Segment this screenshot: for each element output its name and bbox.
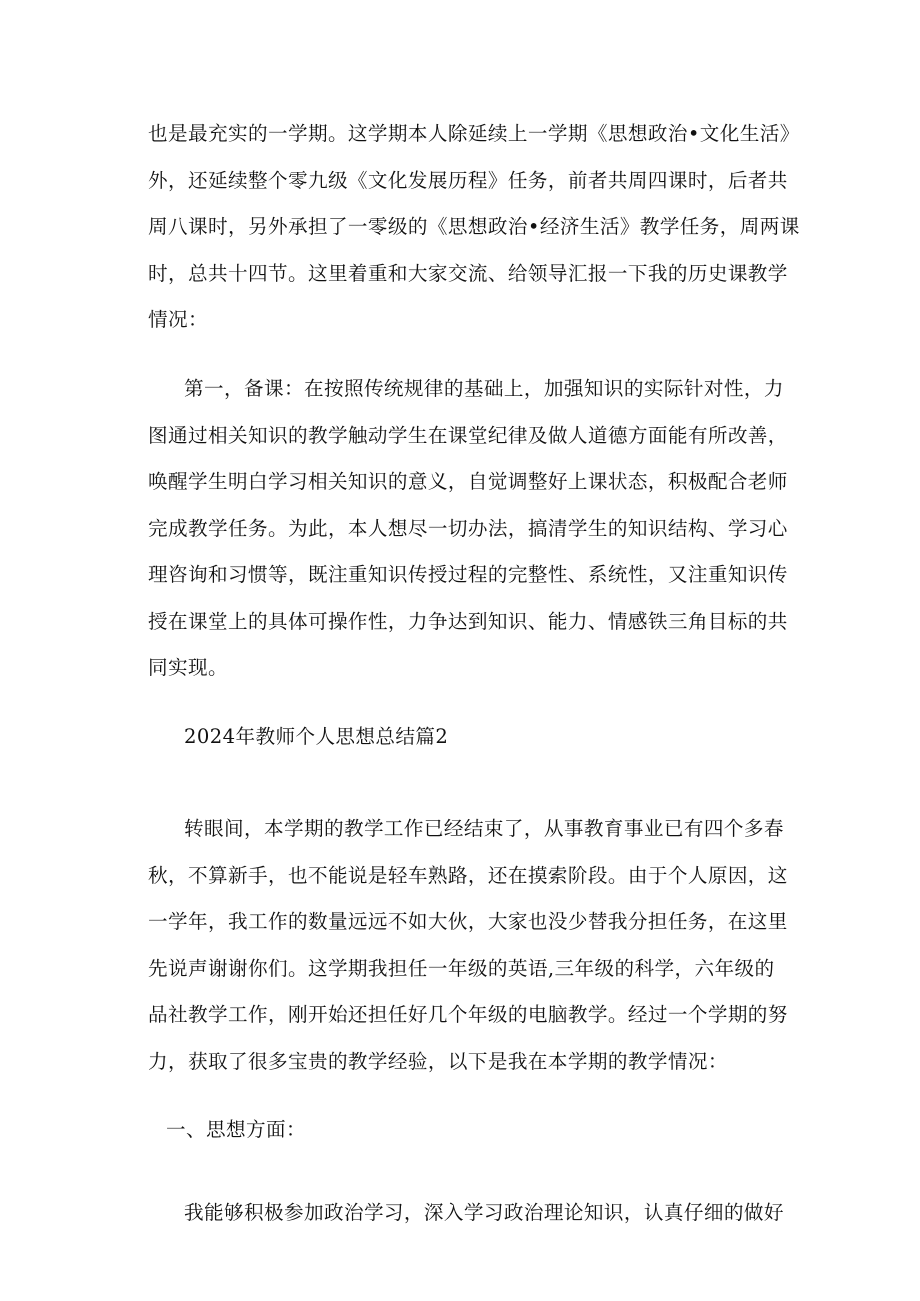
text-line: 品社教学工作，刚开始还担任好几个年级的电脑教学。经过一个学期的努 xyxy=(148,1003,788,1026)
text-line: 同实现。 xyxy=(148,656,228,679)
section-heading xyxy=(148,714,788,761)
text-line: 转眼间，本学期的教学工作已经结束了，从事教育事业已有四个多春 xyxy=(184,817,784,840)
text-line: 外，还延续整个零九级《文化发展历程》任务，前者共周四课时，后者共 xyxy=(148,168,788,192)
text-line: 完成教学任务。为此，本人想尽一切办法，搞清学生的知识结构、学习心 xyxy=(148,516,788,540)
subheading-ideology xyxy=(148,1107,788,1154)
text-line: 时，总共十四节。这里着重和大家交流、给领导汇报一下我的历史课教学 xyxy=(148,261,788,285)
text-line: 秋，不算新手，也不能说是轻车熟路，还在摸索阶段。由于个人原因，这 xyxy=(148,863,788,887)
paragraph-semester-overview xyxy=(148,111,800,344)
paragraph-year-review xyxy=(148,806,788,1085)
text-line: 理咨询和习惯等，既注重知识传授过程的完整性、系统性，又注重知识传 xyxy=(148,563,788,586)
paragraph-lesson-preparation xyxy=(148,366,788,692)
text-line: 我能够积极参加政治学习，深入学习政治理论知识，认真仔细的做好 xyxy=(184,1201,784,1224)
text-line: 力，获取了很多宝贵的教学经验，以下是我在本学期的教学情况： xyxy=(148,1049,728,1073)
heading-text: 2024年教师个人思想总结篇2 xyxy=(184,725,449,748)
text-line: 周八课时，另外承担了一零级的《思想政治•经济生活》教学任务，周两课 xyxy=(148,215,800,238)
text-line: 图通过相关知识的教学触动学生在课堂纪律及做人道德方面能有所改善， xyxy=(148,423,788,447)
text-line: 情况： xyxy=(148,308,208,331)
text-line: 授在课堂上的具体可操作性，力争达到知识、能力、情感铁三角目标的共 xyxy=(148,609,788,633)
subheading-text: 一、思想方面： xyxy=(166,1118,306,1141)
text-line: 唤醒学生明白学习相关知识的意义，自觉调整好上课状态，积极配合老师 xyxy=(148,470,788,493)
text-line: 一学年，我工作的数量远远不如大伙，大家也没少替我分担任务，在这里 xyxy=(148,910,788,933)
paragraph-political-study xyxy=(148,1190,788,1237)
text-line: 先说声谢谢你们。这学期我担任一年级的英语,三年级的科学，六年级的 xyxy=(148,956,775,980)
text-line: 也是最充实的一学期。这学期本人除延续上一学期《思想政治•文化生活》 xyxy=(148,122,800,145)
text-line: 第一，备课：在按照传统规律的基础上，加强知识的实际针对性，力 xyxy=(184,377,784,400)
